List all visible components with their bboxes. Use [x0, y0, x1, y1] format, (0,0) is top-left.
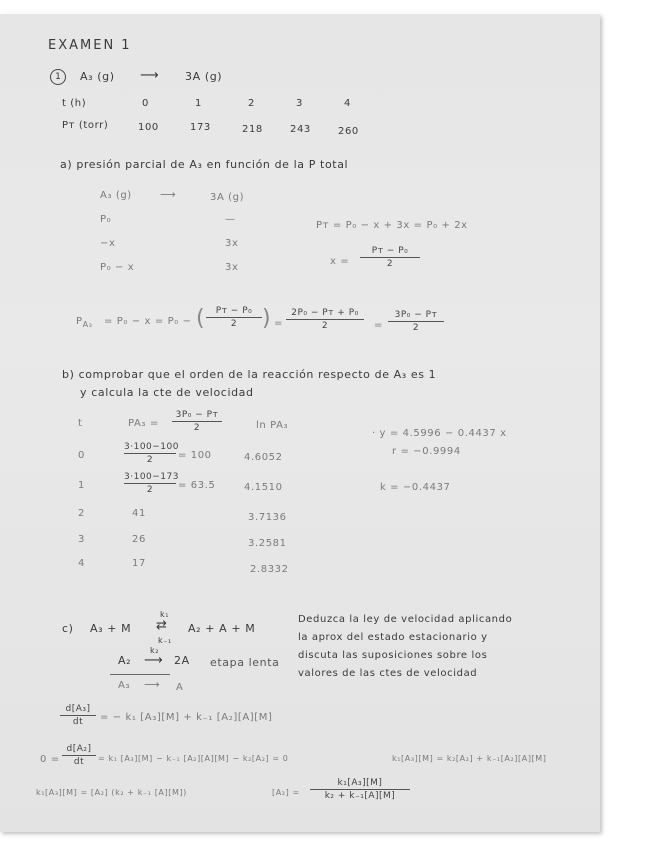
x-lhs: x =	[330, 256, 350, 267]
row0-pa-fraction	[124, 442, 179, 465]
rxn2-note: etapa lenta	[210, 656, 280, 669]
rate-bar	[60, 715, 96, 716]
pa-f1-numerator: Pт − P₀	[215, 306, 253, 316]
pa-f3-denominator: 2	[412, 323, 420, 333]
table-p-4: 260	[338, 126, 359, 137]
statement-line3: discuta las suposiciones sobre los	[298, 650, 488, 661]
q1-reactant: A₃ (g)	[80, 70, 115, 83]
table-t-2: 2	[248, 98, 255, 109]
rate-constant-k: k = −0.4437	[380, 482, 451, 493]
pa-f2-bar	[286, 319, 364, 320]
final-fraction	[310, 778, 410, 801]
row1-pa-numerator: 3·100−173	[124, 472, 179, 482]
ss-denominator: dt	[73, 757, 85, 767]
row0-pa-value: = 100	[178, 450, 212, 461]
row3-pa: 26	[132, 534, 146, 545]
rxn3-left: A₃	[118, 680, 131, 691]
table-p-label: Pт (torr)	[62, 120, 109, 131]
part-c-label: c)	[62, 622, 74, 635]
pa-f2-numerator: 2P₀ − Pт + P₀	[291, 308, 359, 318]
col-pa-denominator: 2	[193, 423, 201, 433]
table-t-label: t (h)	[62, 98, 87, 109]
table-p-2: 218	[242, 124, 263, 135]
paren-right: )	[262, 306, 272, 331]
q1-product: 3A (g)	[185, 70, 223, 83]
row2-pa: 41	[132, 508, 146, 519]
ss-fraction	[62, 744, 96, 767]
ss-bar	[62, 755, 96, 756]
exam-title: EXAMEN 1	[48, 38, 132, 53]
table-t-4: 4	[344, 98, 351, 109]
table-p-1: 173	[190, 122, 211, 133]
rxn-sum-line	[110, 674, 170, 675]
final-numerator: k₁[A₃][M]	[337, 778, 383, 788]
pa-f2-denominator: 2	[321, 321, 329, 331]
row4-pa: 17	[132, 558, 146, 569]
col-pa-bar	[172, 421, 222, 422]
part-a-row2-left: −x	[100, 238, 116, 249]
rate-rhs: = − k₁ [A₃][M] + k₋₁ [A₂][A][M]	[100, 712, 273, 723]
row0-ln: 4.6052	[244, 452, 283, 463]
part-a-reactant: A₃ (g)	[100, 190, 132, 201]
row1-pa-value: = 63.5	[178, 480, 216, 491]
col-pa-numerator: 3P₀ − Pт	[175, 410, 219, 420]
final-lhs: k₁[A₃][M] = [A₂] (k₂ + k₋₁ [A][M])	[36, 788, 187, 797]
question-number: 1	[50, 69, 66, 85]
part-a-row1-right: —	[225, 214, 236, 225]
row2-t: 2	[78, 508, 85, 519]
fit-equation: · y = 4.5996 − 0.4437 x	[372, 428, 507, 439]
table-t-3: 3	[296, 98, 303, 109]
q1-arrow: ⟶	[140, 68, 160, 83]
rate-fraction	[60, 704, 96, 727]
part-b-heading-line1: b) comprobar que el orden de la reacción respecto de A₃ es 1	[62, 368, 437, 381]
pa-fraction-1	[206, 306, 262, 329]
row0-pa-bar	[124, 453, 176, 454]
rxn1-left: A₃ + M	[90, 622, 132, 635]
row4-t: 4	[78, 558, 85, 569]
x-fraction-bar	[360, 257, 420, 258]
pa-f3-numerator: 3P₀ − Pт	[394, 310, 438, 320]
pa-f1-bar	[206, 317, 262, 318]
pa-eq2: =	[374, 320, 383, 331]
pt-equation: Pт = P₀ − x + 3x = P₀ + 2x	[316, 220, 468, 231]
x-denominator: 2	[386, 259, 394, 269]
row3-ln: 3.2581	[248, 538, 287, 549]
rxn1-equilibrium-arrow: ⇄	[156, 618, 168, 633]
row0-t: 0	[78, 450, 85, 461]
part-a-row1-left: P₀	[100, 214, 112, 225]
ss-numerator: d[A₂]	[66, 744, 92, 754]
row4-ln: 2.8332	[250, 564, 289, 575]
row1-pa-denominator: 2	[146, 485, 154, 495]
table-p-0: 100	[138, 122, 159, 133]
ss-rhs: = k₁ [A₃][M] − k₋₁ [A₂][A][M] − k₂[A₂] = 0	[98, 754, 289, 763]
rxn2-k: k₂	[150, 646, 160, 655]
ss-lhs: 0 =	[40, 754, 60, 765]
rxn1-right: A₂ + A + M	[188, 622, 256, 635]
table-p-3: 243	[290, 124, 311, 135]
part-a-row3-left: P₀ − x	[100, 262, 135, 273]
x-numerator: Pт − P₀	[371, 246, 409, 256]
part-a-heading: a) presión parcial de A₃ en función de la P total	[60, 158, 349, 171]
row3-t: 3	[78, 534, 85, 545]
final-a2-lhs: [A₂] =	[272, 788, 300, 797]
pa-subscript: A₃	[82, 320, 93, 329]
rxn3-arrow: ⟶	[144, 678, 161, 691]
row1-pa-bar	[124, 483, 176, 484]
rxn2-left: A₂	[118, 654, 132, 667]
part-a-row3-right: 3x	[225, 262, 239, 273]
pa-f3-bar	[388, 321, 444, 322]
rxn3-right: A	[176, 682, 184, 693]
part-a-arrow: ⟶	[160, 188, 177, 201]
rate-numerator: d[A₃]	[65, 704, 91, 714]
statement-line4: valores de las ctes de velocidad	[298, 668, 478, 679]
final-bar	[310, 789, 410, 790]
rate-denominator: dt	[72, 717, 84, 727]
row0-pa-denominator: 2	[146, 455, 154, 465]
col-ln-header: ln PA₃	[256, 420, 289, 431]
row1-t: 1	[78, 480, 85, 491]
pa-f1-denominator: 2	[230, 319, 238, 329]
pa-middle: = P₀ − x = P₀ −	[104, 316, 192, 327]
pa-eq1: =	[274, 318, 283, 329]
row1-pa-fraction	[124, 472, 179, 495]
rxn1-k-reverse: k₋₁	[158, 636, 172, 645]
col-t-header: t	[78, 418, 83, 429]
row0-pa-numerator: 3·100−100	[124, 442, 179, 452]
part-a-row2-right: 3x	[225, 238, 239, 249]
exam-paper	[0, 14, 600, 832]
part-a-product: 3A (g)	[210, 192, 245, 203]
pa-fraction-2	[286, 308, 364, 331]
rxn2-arrow: ⟶	[144, 653, 164, 668]
col-pa-fraction	[172, 410, 222, 433]
part-b-heading-line2: y calcula la cte de velocidad	[80, 386, 254, 399]
pa-fraction-3	[388, 310, 444, 333]
col-pa-header: PA₃ =	[128, 418, 159, 429]
statement-line2: la aprox del estado estacionario y	[298, 632, 488, 643]
table-t-1: 1	[195, 98, 202, 109]
pa-lhs	[76, 316, 93, 329]
final-denominator: k₂ + k₋₁[A][M]	[324, 791, 396, 801]
rxn2-right: 2A	[174, 654, 190, 667]
correlation-r: r = −0.9994	[392, 446, 461, 457]
row1-ln: 4.1510	[244, 482, 283, 493]
row2-ln: 3.7136	[248, 512, 287, 523]
table-t-0: 0	[142, 98, 149, 109]
pa-symbol: P	[76, 316, 83, 327]
x-fraction	[360, 246, 420, 269]
statement-line1: Deduzca la ley de velocidad aplicando	[298, 614, 513, 625]
rxn1-k-forward: k₁	[160, 610, 170, 619]
paren-left: (	[196, 306, 206, 331]
ss-rhs-2: k₁[A₃][M] = k₂[A₂] + k₋₁[A₂][A][M]	[392, 754, 547, 763]
